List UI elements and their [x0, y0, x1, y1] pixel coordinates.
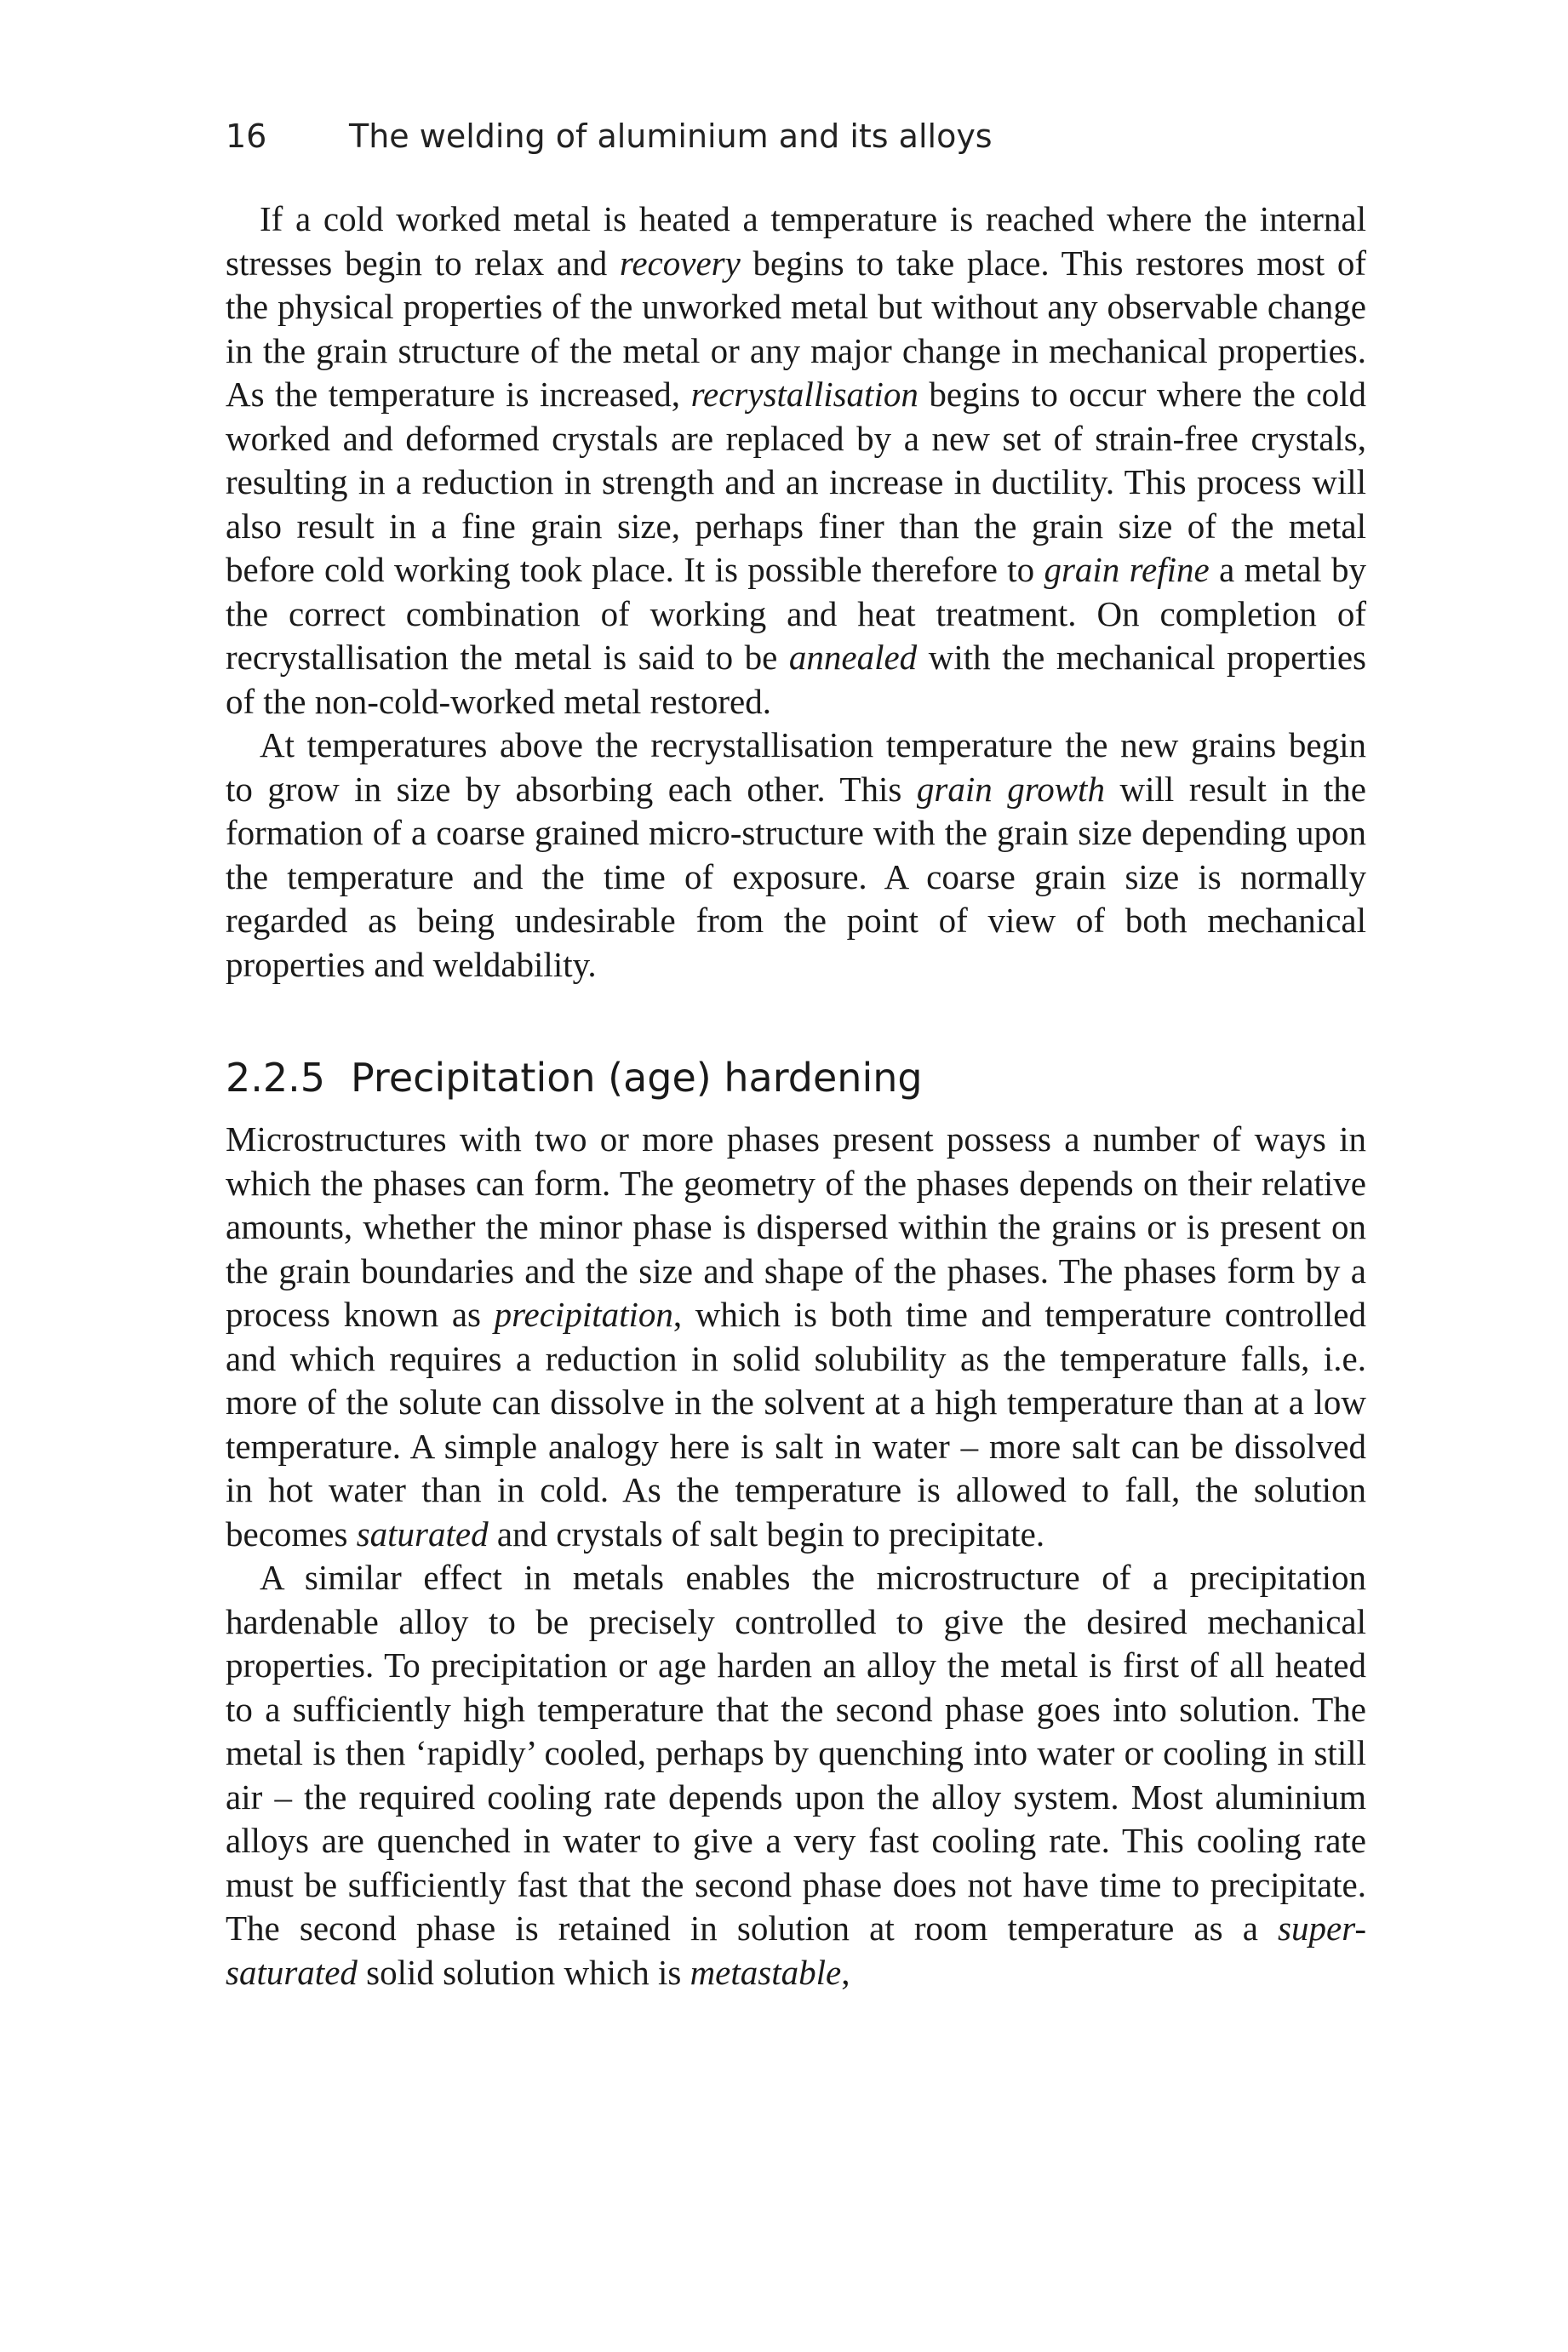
running-title: The welding of aluminium and its alloys [349, 117, 993, 155]
paragraph-grain-growth [226, 724, 1366, 987]
text-run: begins to occur where the cold worked and deformed crystals are replaced by a new set of strain-free crystals, resulting in a reduction in strength and an increase in ductility. This process will also result in a fine grain size, perhaps finer than the grain size of the metal before cold working took place. It is possible therefore to [226, 375, 1366, 589]
section-number: 2.2.5 [226, 1055, 326, 1101]
text-run: begins to take place. This restores most of the physical properties of the unworked metal but without any observable change in the grain structure of the metal or any major change in mechanical properties. As the temperature is increased, [226, 243, 1366, 414]
text-run: , [841, 1952, 850, 1992]
text-run: , which is both time and temperature controlled and which requires a reduction in solid solubility as the temperature falls, i.e. more of the solute can dissolve in the solvent at a high temperature than at a low temperature. A simple analogy here is salt in water – more salt can be dissolved in hot water than in cold. As the temperature is allowed to fall, the solution becomes [226, 1295, 1366, 1554]
text-run: Microstructures with two or more phases present possess a number of ways in which the phases can form. The geometry of the phases depends on their relative amounts, whether the minor phase is dispersed within the grains or is present on the grain boundaries and the size and shape of the phases. The phases form by a process known as [226, 1119, 1366, 1334]
italic-term-grain-refine: grain refine [1044, 550, 1210, 589]
running-header [226, 111, 993, 162]
italic-term-precipitation: precipitation [494, 1295, 673, 1334]
italic-term-saturated: saturated [356, 1514, 489, 1554]
italic-term-annealed: annealed [788, 638, 918, 677]
italic-term-metastable: metastable [690, 1952, 842, 1992]
text-run: A similar effect in metals enables the microstructure of a precipitation hardenable alloy to be precisely controlled to give the desired mechanical properties. To precipitation or age harden an alloy the metal is first of all heated to a sufficiently high temperature that the second phase goes into solution. The metal is then ‘rapidly’ cooled, perhaps by quenching into water or cooling in still air – the required cooling rate depends upon the alloy system. Most aluminium alloys are quenched in water to give a very fast cooling rate. This cooling rate must be sufficiently fast that the second phase does not have time to precipitate. The second phase is retained in solution at room temperature as a [226, 1558, 1366, 1948]
section-heading [226, 1053, 1366, 1102]
paragraph-similar-effect [226, 1556, 1366, 1994]
text-run: with the mechanical properties of the non-cold-worked metal restored. [226, 638, 1366, 721]
italic-term-grain-growth: grain growth [916, 769, 1105, 809]
text-run: At temperatures above the recrystallisation temperature the new grains begin to grow in size by absorbing each other. This [226, 725, 1366, 809]
body-text [226, 197, 1366, 1994]
page-number: 16 [226, 117, 267, 155]
text-run: If a cold worked metal is heated a temperature is reached where the internal stresses begin to relax and [226, 199, 1366, 283]
italic-term-super-saturated: super-saturated [226, 1908, 1366, 1992]
text-run: will result in the formation of a coarse grained micro-structure with the grain size depending upon the temperature and the time of exposure. A coarse grain size is normally regarded as being undesirable from the point of view of both mechanical properties and weldability. [226, 769, 1366, 984]
paragraph-microstructures [226, 1118, 1366, 1556]
italic-term-recovery: recovery [619, 243, 741, 283]
section-title: Precipitation (age) hardening [351, 1055, 923, 1101]
paragraph-recovery [226, 197, 1366, 724]
text-run: solid solution which is [357, 1952, 690, 1992]
text-run: a metal by the correct combination of working and heat treatment. On completion of recrystallisation the metal is said to be [226, 550, 1366, 677]
text-run: and crystals of salt begin to precipitate. [488, 1514, 1045, 1554]
italic-term-recrystallisation: recrystallisation [690, 375, 918, 414]
